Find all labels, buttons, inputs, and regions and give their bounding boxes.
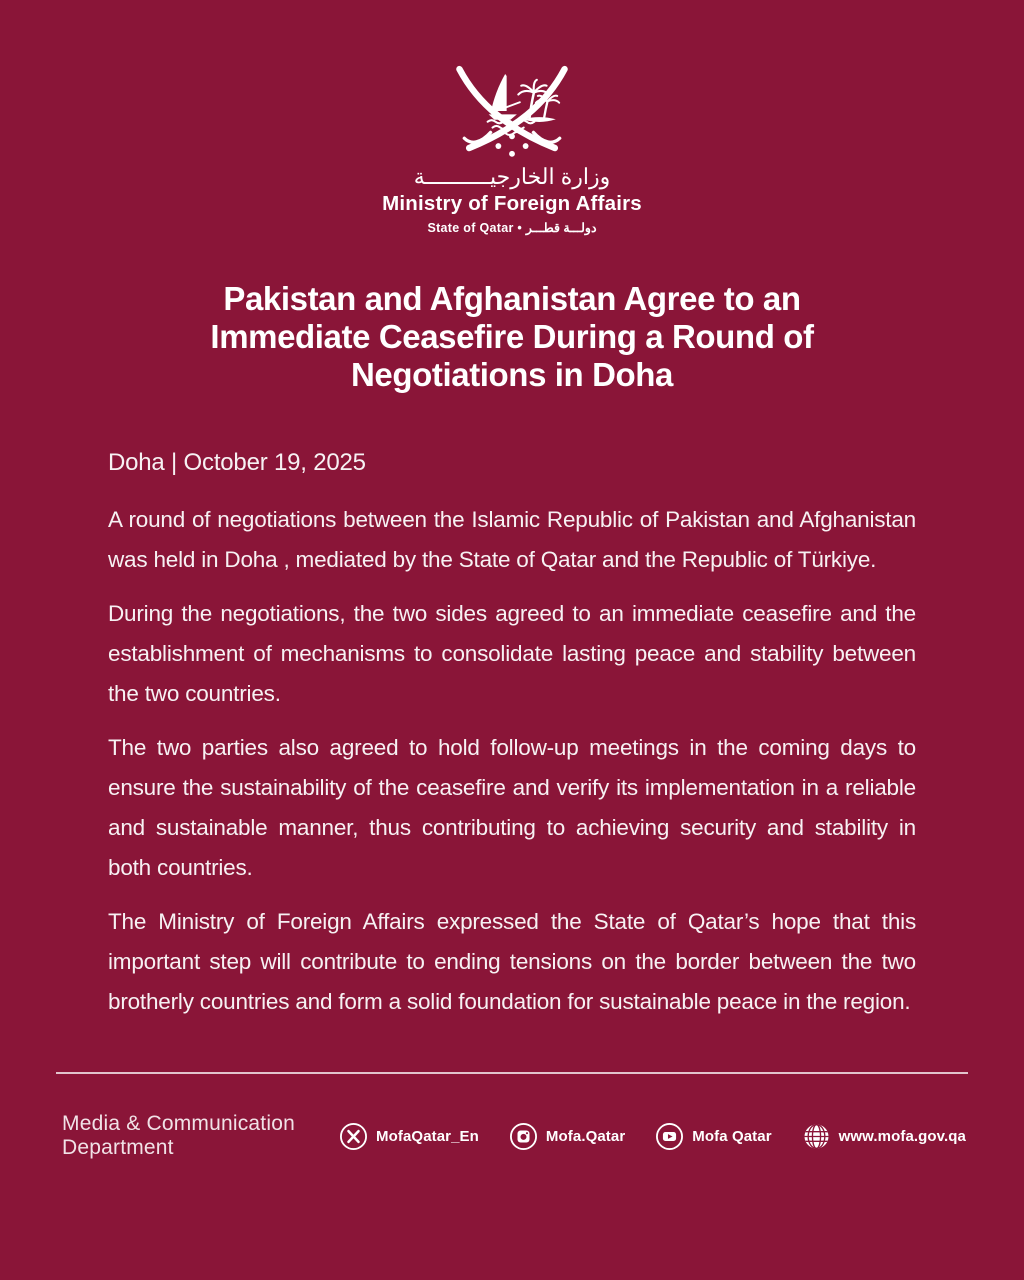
page-title <box>0 280 1024 394</box>
social-instagram-handle <box>509 1122 625 1151</box>
body-paragraph-1: A round of negotiations between the Islamic Republic of Pakistan and Afghanistan was held in Doha , mediated by the State of Qatar and the Republic of Türkiye. <box>108 507 916 572</box>
state-of-qatar-line: State of Qatar • دولـــة قطـــر <box>427 221 597 235</box>
social-youtube-label: Mofa Qatar <box>692 1127 772 1145</box>
title-line-2: Immediate Ceasefire During a Round of <box>210 318 814 355</box>
social-instagram-label: Mofa.Qatar <box>545 1127 626 1145</box>
title-line-3: Negotiations in Doha <box>350 356 673 393</box>
body-paragraph-2: During the negotiations, the two sides agreed to an immediate ceasefire and the establishment of mechanisms to consolidate lasting peace and stability between the two countries. <box>108 601 916 706</box>
ministry-name-arabic: وزارة الخارجيــــــــــة <box>413 164 611 189</box>
ministry-name-english: Ministry of Foreign Affairs <box>382 192 642 215</box>
body-paragraph-3: The two parties also agreed to hold follow-up meetings in the coming days to ensure the sustainability of the ceasefire and verify its implementation in a reliable and sustainable manner, thus contributing to achieving security and stability in both countries. <box>108 735 916 880</box>
footer-divider <box>56 1072 968 1074</box>
social-youtube-handle <box>655 1122 771 1151</box>
globe-icon <box>802 1122 831 1151</box>
social-x-label: MofaQatar_En <box>376 1127 479 1145</box>
x-icon <box>339 1122 368 1151</box>
social-x-handle <box>339 1122 479 1151</box>
body-paragraph-4: The Ministry of Foreign Affairs expressed the State of Qatar’s hope that this important step will contribute to ending tensions on the border between the two brotherly countries and form a solid foundation for sustainable peace in the region. <box>108 909 916 1014</box>
youtube-icon <box>655 1122 684 1151</box>
title-line-1: Pakistan and Afghanistan Agree to an <box>223 280 801 317</box>
press-release-body <box>108 394 916 1022</box>
dateline: Doha | October 19, 2025 <box>108 449 366 476</box>
footer <box>62 1112 966 1160</box>
department-label: Media & Communication Department <box>62 1112 295 1159</box>
social-links <box>339 1122 966 1151</box>
website-link <box>802 1122 966 1151</box>
instagram-icon <box>509 1122 538 1151</box>
header <box>0 62 1024 236</box>
qatar-mofa-emblem-icon <box>439 62 585 160</box>
website-label: www.mofa.gov.qa <box>838 1127 966 1145</box>
